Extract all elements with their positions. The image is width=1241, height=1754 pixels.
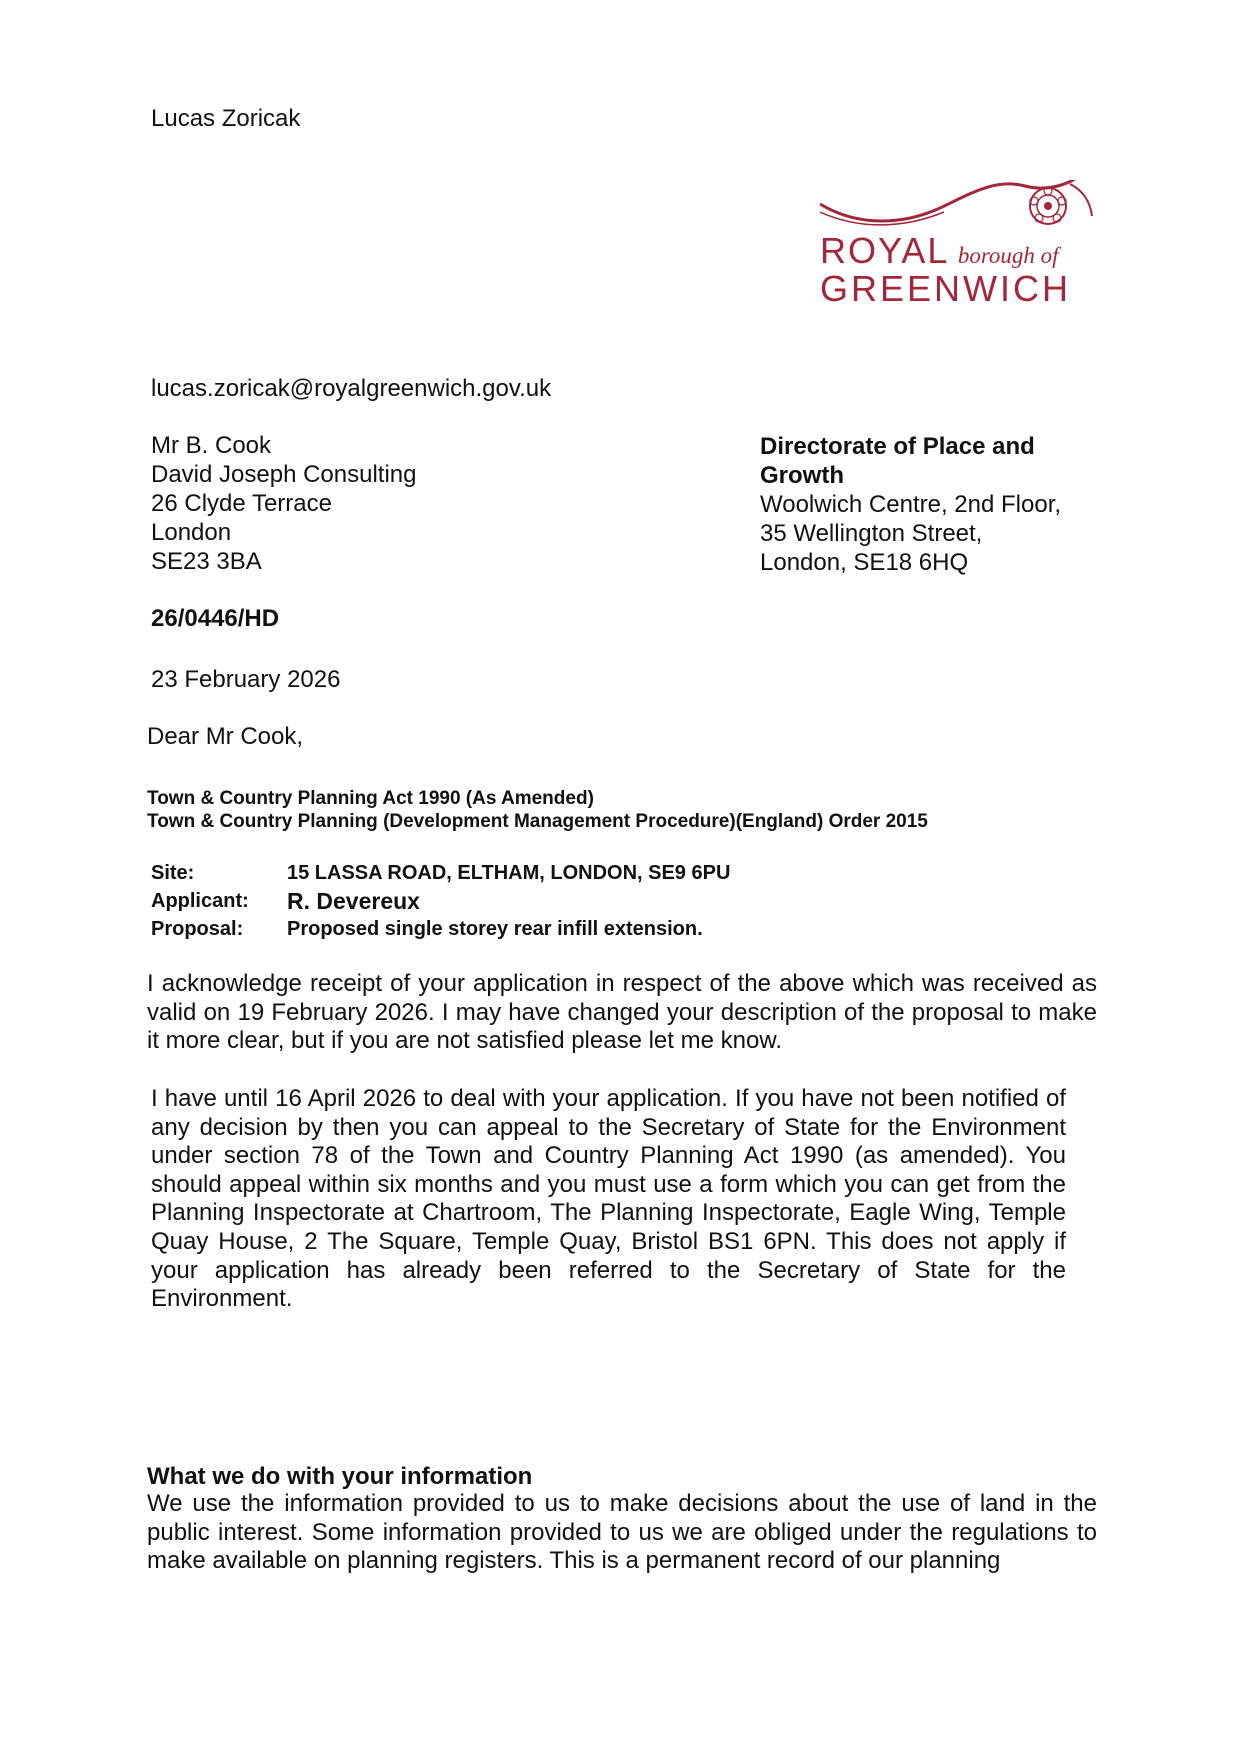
directorate-title: Directorate of Place and: [760, 433, 1035, 460]
logo-borough-of: borough of: [957, 243, 1059, 268]
detail-value: R. Devereux: [287, 887, 420, 914]
recipient-address: [151, 431, 417, 576]
detail-row-applicant: [151, 887, 730, 915]
act-line: Town & Country Planning Act 1990 (As Amended): [147, 788, 594, 809]
detail-row-proposal: [151, 915, 730, 943]
recipient-line: SE23 3BA: [151, 548, 262, 575]
logo-greenwich: GREENWICH: [820, 268, 1071, 309]
royal-greenwich-logo: [820, 180, 1100, 310]
appeal-paragraph: I have until 16 April 2026 to deal with your application. If you have not been notified of any decision by then you can appeal to the Secretary of State for the Environment under section 78 of the Town and Country Planning Act 1990 (as amended). You should appeal within six months and you must use a form which you can get from the Planning Inspectorate at Chartroom, The Planning Inspectorate, Eagle Wing, Temple Quay House, 2 The Square, Temple Quay, Bristol BS1 6PN. This does not apply if your application has already been referred to the Secretary of State for the Environment.: [151, 1085, 1066, 1313]
directorate-line: Woolwich Centre, 2nd Floor,: [760, 491, 1062, 518]
recipient-line: London: [151, 519, 232, 546]
tudor-rose-icon: [1030, 187, 1066, 224]
acknowledgement-paragraph: I acknowledge receipt of your application in respect of the above which was received as valid on 19 February 2026. I may have changed your description of the proposal to make it more clear, but if you are not satisfied please let me know.: [147, 970, 1097, 1055]
act-line: Town & Country Planning (Development Management Procedure)(England) Order 2015: [147, 811, 928, 832]
detail-label: Site:: [151, 861, 195, 884]
directorate-address: [760, 432, 1061, 577]
sender-email: lucas.zoricak@royalgreenwich.gov.uk: [151, 375, 552, 402]
legislation-headings: [147, 787, 928, 833]
detail-row-site: [151, 859, 730, 887]
letter-date: 23 February 2026: [151, 666, 341, 693]
salutation: Dear Mr Cook,: [147, 723, 304, 750]
directorate-title: Growth: [760, 462, 844, 489]
recipient-line: Mr B. Cook: [151, 432, 272, 459]
info-heading: What we do with your information: [147, 1463, 533, 1490]
recipient-line: 26 Clyde Terrace: [151, 490, 332, 517]
detail-value: Proposed single storey rear infill extension.: [287, 917, 703, 940]
detail-value: 15 LASSA ROAD, ELTHAM, LONDON, SE9 6PU: [287, 861, 731, 884]
detail-label: Applicant:: [151, 889, 249, 912]
logo-royal: ROYAL: [820, 230, 950, 271]
detail-label: Proposal:: [151, 917, 244, 940]
info-body: We use the information provided to us to make decisions about the use of land in the public interest. Some information provided to us we are obliged under the regulations to make available on planning registers. This is a permanent record of our planning: [147, 1490, 1097, 1575]
application-details: [151, 859, 730, 943]
application-reference: 26/0446/HD: [151, 605, 280, 632]
directorate-line: London, SE18 6HQ: [760, 549, 969, 576]
directorate-line: 35 Wellington Street,: [760, 520, 983, 547]
sender-name: Lucas Zoricak: [151, 105, 301, 132]
recipient-line: David Joseph Consulting: [151, 461, 417, 488]
